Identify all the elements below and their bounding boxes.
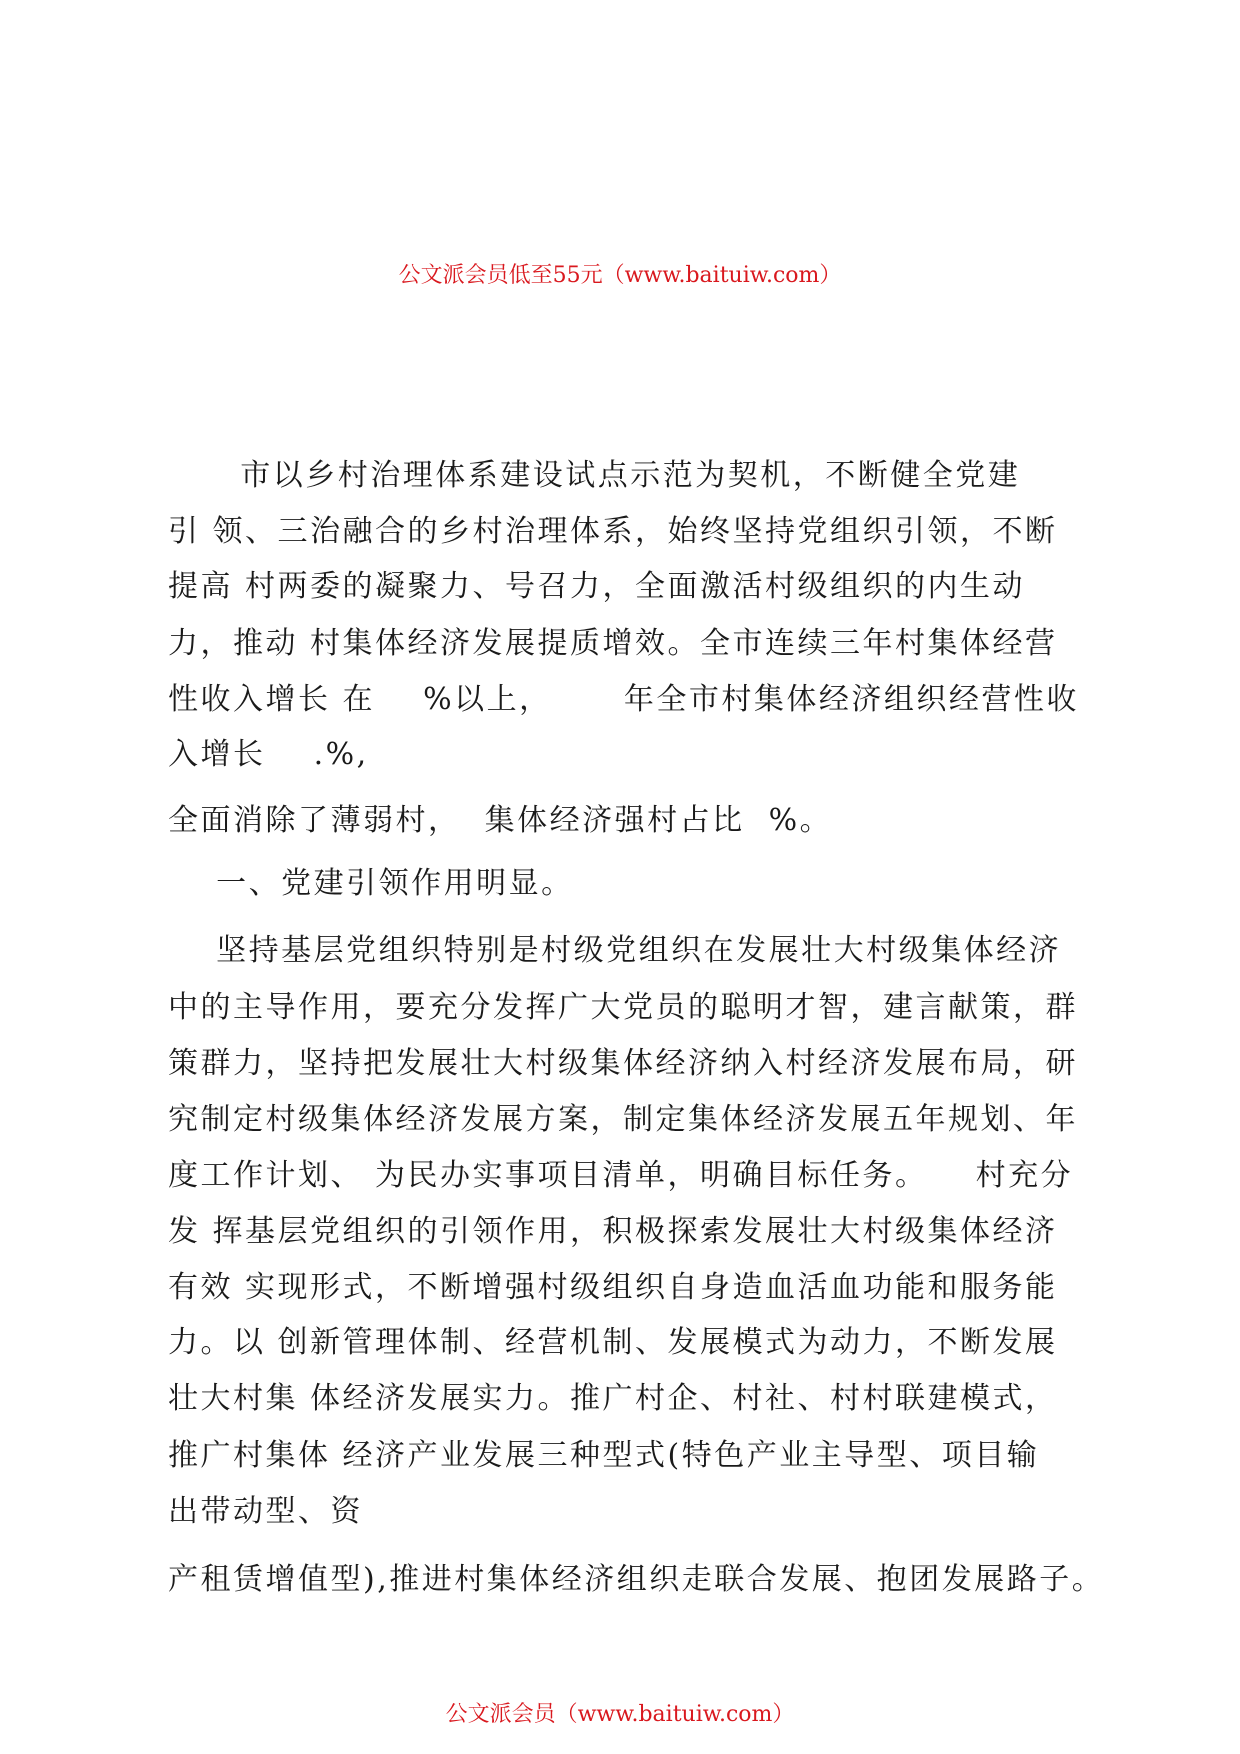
body-line: 力。以 创新管理体制、经营机制、发展模式为动力，不断发展 bbox=[168, 1325, 1058, 1360]
footer-watermark: 公文派会员（www.baituiw.com） bbox=[445, 1702, 795, 1727]
body-line: 提高 村两委的凝聚力、号召力，全面激活村级组织的内生动 bbox=[168, 569, 1026, 604]
section-heading: 一、党建引领作用明显。 bbox=[168, 866, 574, 901]
body-line: 究制定村级集体经济发展方案，制定集体经济发展五年规划、年 bbox=[168, 1102, 1078, 1137]
body-line: 策群力，坚持把发展壮大村级集体经济纳入村经济发展布局，研 bbox=[168, 1046, 1078, 1081]
body-line: 推广村集体 经济产业发展三种型式(特色产业主导型、项目输 bbox=[168, 1438, 1040, 1473]
body-line: 中的主导作用，要充分发挥广大党员的聪明才智，建言献策，群 bbox=[168, 990, 1078, 1025]
body-line: 壮大村集 体经济发展实力。推广村企、村社、村村联建模式， bbox=[168, 1381, 1058, 1416]
body-line: 性收入增长 在 %以上， 年全市村集体经济组织经营性收 bbox=[168, 682, 1079, 717]
body-line: 发 挥基层党组织的引领作用，积极探索发展壮大村级集体经济 bbox=[168, 1214, 1058, 1249]
body-line: 坚持基层党组织特别是村级党组织在发展壮大村级集体经济 bbox=[168, 933, 1062, 968]
body-line: 有效 实现形式，不断增强村级组织自身造血活血功能和服务能 bbox=[168, 1270, 1058, 1305]
body-line: 度工作计划、 为民办实事项目清单，明确目标任务。 村充分 bbox=[168, 1158, 1074, 1193]
body-line: 力，推动 村集体经济发展提质增效。全市连续三年村集体经营 bbox=[168, 626, 1058, 661]
header-watermark: 公文派会员低至55元（www.baituiw.com） bbox=[398, 263, 842, 288]
body-line: 市以乡村治理体系建设试点示范为契机，不断健全党建 bbox=[168, 458, 1021, 493]
body-line: 引 领、三治融合的乡村治理体系，始终坚持党组织引领，不断 bbox=[168, 514, 1058, 549]
body-line: 出带动型、资 bbox=[168, 1494, 363, 1529]
body-line: 入增长 .%, bbox=[168, 737, 369, 772]
body-line: 产租赁增值型),推进村集体经济组织走联合发展、抱团发展路子。 bbox=[168, 1562, 1105, 1597]
body-line: 全面消除了薄弱村， 集体经济强村占比 %。 bbox=[168, 803, 833, 838]
